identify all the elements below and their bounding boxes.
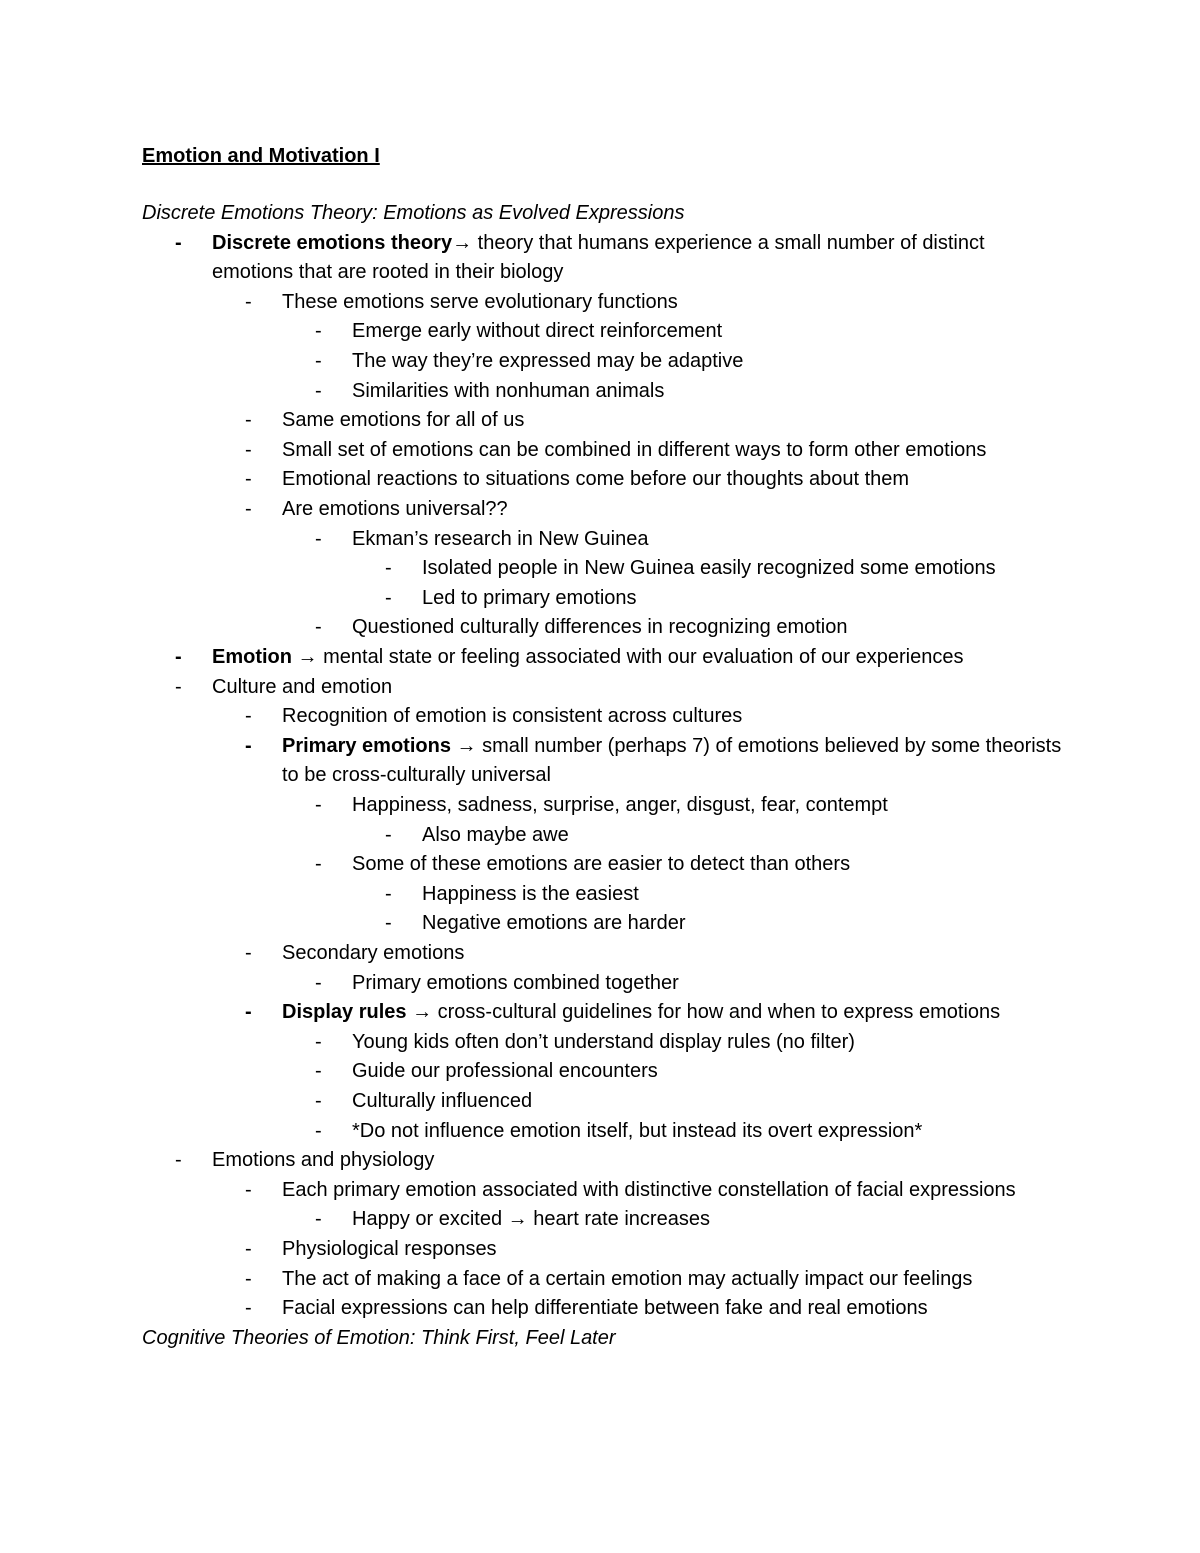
item-text: Each primary emotion associated with distinctive constellation of facial expressions xyxy=(282,1178,1016,1201)
item-text: The act of making a face of a certain emotion may actually impact our feelings xyxy=(282,1267,973,1290)
item-text: Culture and emotion xyxy=(212,675,393,698)
bullet-dash: - xyxy=(245,290,252,313)
list-item xyxy=(175,643,1065,673)
bullet-dash: - xyxy=(245,1238,252,1260)
list-item xyxy=(385,880,1065,910)
item-text: Isolated people in New Guinea easily recognized some emotions xyxy=(422,557,996,580)
list-item xyxy=(245,288,1065,318)
item-text: Are emotions universal?? xyxy=(282,498,508,520)
item-text: Led to primary emotions xyxy=(422,586,637,609)
bullet-dash: - xyxy=(315,1208,322,1231)
list-item xyxy=(245,1294,1065,1324)
list-item xyxy=(385,821,1065,851)
bullet-dash: - xyxy=(245,409,252,432)
list-item xyxy=(315,1028,1065,1058)
bullet-dash: - xyxy=(385,557,392,580)
item-text: Negative emotions are harder xyxy=(422,912,686,935)
bullet-dash: - xyxy=(245,438,252,461)
list-item xyxy=(245,732,1065,791)
term-label: Primary emotions xyxy=(282,734,451,757)
item-text: These emotions serve evolutionary functions xyxy=(282,290,678,313)
list-item xyxy=(315,850,1065,880)
bullet-dash: - xyxy=(175,646,182,668)
bullet-dash: - xyxy=(315,1119,322,1142)
list-item xyxy=(245,465,1065,495)
bullet-dash: - xyxy=(315,616,322,639)
section-heading: Discrete Emotions Theory: Emotions as Evolved Expressions xyxy=(142,202,685,224)
item-text: Ekman’s research in New Guinea xyxy=(352,527,649,550)
list-item xyxy=(245,1235,1065,1265)
bullet-dash: - xyxy=(245,1178,252,1201)
item-text: theory that humans experience a small number of distinct emotions that are rooted in their biology xyxy=(212,231,985,284)
item-text: Happy or excited → heart rate increases xyxy=(352,1208,710,1231)
bullet-dash: - xyxy=(245,498,252,520)
list-item xyxy=(315,317,1065,347)
list-item xyxy=(315,347,1065,377)
bullet-dash: - xyxy=(385,823,392,846)
list-item xyxy=(245,495,1065,525)
bullet-dash: - xyxy=(315,527,322,550)
bullet-dash: - xyxy=(315,1030,322,1053)
item-text: small number (perhaps 7) of emotions believed by some theorists to be cross-culturally universal xyxy=(282,734,1062,787)
bullet-dash: - xyxy=(315,1090,322,1112)
bullet-dash: - xyxy=(175,675,182,698)
list-item xyxy=(245,406,1065,436)
term-label: Discrete emotions theory xyxy=(212,231,453,254)
list-item xyxy=(385,909,1065,939)
list-item xyxy=(245,1265,1065,1295)
item-text: Happiness is the easiest xyxy=(422,882,639,905)
list-item xyxy=(385,584,1065,614)
list-item xyxy=(315,377,1065,407)
item-text: Facial expressions can help differentiate between fake and real emotions xyxy=(282,1297,928,1320)
list-item xyxy=(315,613,1065,643)
bullet-dash: - xyxy=(315,971,322,994)
bullet-dash: - xyxy=(245,705,252,728)
bullet-dash: - xyxy=(245,468,252,491)
item-text: Physiological responses xyxy=(282,1238,497,1260)
item-text: Culturally influenced xyxy=(352,1090,533,1112)
list-item xyxy=(245,702,1065,732)
list-item xyxy=(315,1087,1065,1117)
list-item xyxy=(315,969,1065,999)
item-text: Emotional reactions to situations come before our thoughts about them xyxy=(282,468,910,491)
list-item xyxy=(315,1057,1065,1087)
bullet-dash: - xyxy=(385,912,392,935)
section-heading: Cognitive Theories of Emotion: Think First, Feel Later xyxy=(142,1326,616,1349)
arrow-icon: → xyxy=(450,734,477,757)
page-title: Emotion and Motivation I xyxy=(142,145,380,167)
item-text: Primary emotions combined together xyxy=(352,971,679,994)
bullet-dash: - xyxy=(315,350,322,372)
item-text: Some of these emotions are easier to detect than others xyxy=(352,853,851,876)
list-item xyxy=(245,1176,1065,1206)
bullet-dash: - xyxy=(245,1267,252,1290)
term-label: Emotion xyxy=(212,646,292,668)
item-text: Secondary emotions xyxy=(282,942,465,964)
item-text: Also maybe awe xyxy=(422,823,569,846)
item-text: Emotions and physiology xyxy=(212,1149,435,1172)
list-item xyxy=(315,525,1065,555)
list-item xyxy=(315,791,1065,821)
bullet-dash: - xyxy=(315,379,322,402)
list-item xyxy=(245,939,1065,969)
item-text: Emerge early without direct reinforcement xyxy=(352,320,723,343)
bullet-dash: - xyxy=(315,853,322,876)
item-text: Recognition of emotion is consistent across cultures xyxy=(282,705,743,728)
item-text: Happiness, sadness, surprise, anger, disgust, fear, contempt xyxy=(352,794,888,816)
bullet-dash: - xyxy=(245,1297,252,1320)
item-text: *Do not influence emotion itself, but instead its overt expression* xyxy=(352,1119,923,1142)
bullet-dash: - xyxy=(245,1001,252,1024)
list-item xyxy=(175,229,1065,288)
list-item xyxy=(315,1205,1065,1235)
bullet-dash: - xyxy=(385,586,392,609)
item-text: Guide our professional encounters xyxy=(352,1060,658,1083)
bullet-dash: - xyxy=(315,320,322,343)
item-text: Young kids often don’t understand display rules (no filter) xyxy=(352,1030,855,1053)
bullet-dash: - xyxy=(245,942,252,964)
list-item xyxy=(385,554,1065,584)
bullet-dash: - xyxy=(315,1060,322,1083)
arrow-icon: → xyxy=(292,646,318,668)
list-item xyxy=(245,998,1065,1028)
item-text: Same emotions for all of us xyxy=(282,409,525,432)
item-text: The way they’re expressed may be adaptive xyxy=(352,350,744,372)
bullet-dash: - xyxy=(175,231,182,254)
list-item xyxy=(315,1117,1065,1147)
arrow-icon: → xyxy=(406,1001,433,1024)
list-item xyxy=(175,1146,1065,1176)
bullet-dash: - xyxy=(385,882,392,905)
term-label: Display rules xyxy=(282,1001,407,1024)
arrow-icon: → xyxy=(452,231,473,254)
bullet-dash: - xyxy=(315,794,322,816)
bullet-dash: - xyxy=(175,1149,182,1172)
item-text: Small set of emotions can be combined in different ways to form other emotions xyxy=(282,438,987,461)
item-text: mental state or feeling associated with our evaluation of our experiences xyxy=(317,646,964,668)
item-text: cross-cultural guidelines for how and when to express emotions xyxy=(432,1001,1001,1024)
bullet-dash: - xyxy=(245,734,252,757)
list-item xyxy=(175,673,1065,703)
item-text: Similarities with nonhuman animals xyxy=(352,379,665,402)
list-item xyxy=(245,436,1065,466)
item-text: Questioned culturally differences in recognizing emotion xyxy=(352,616,848,639)
